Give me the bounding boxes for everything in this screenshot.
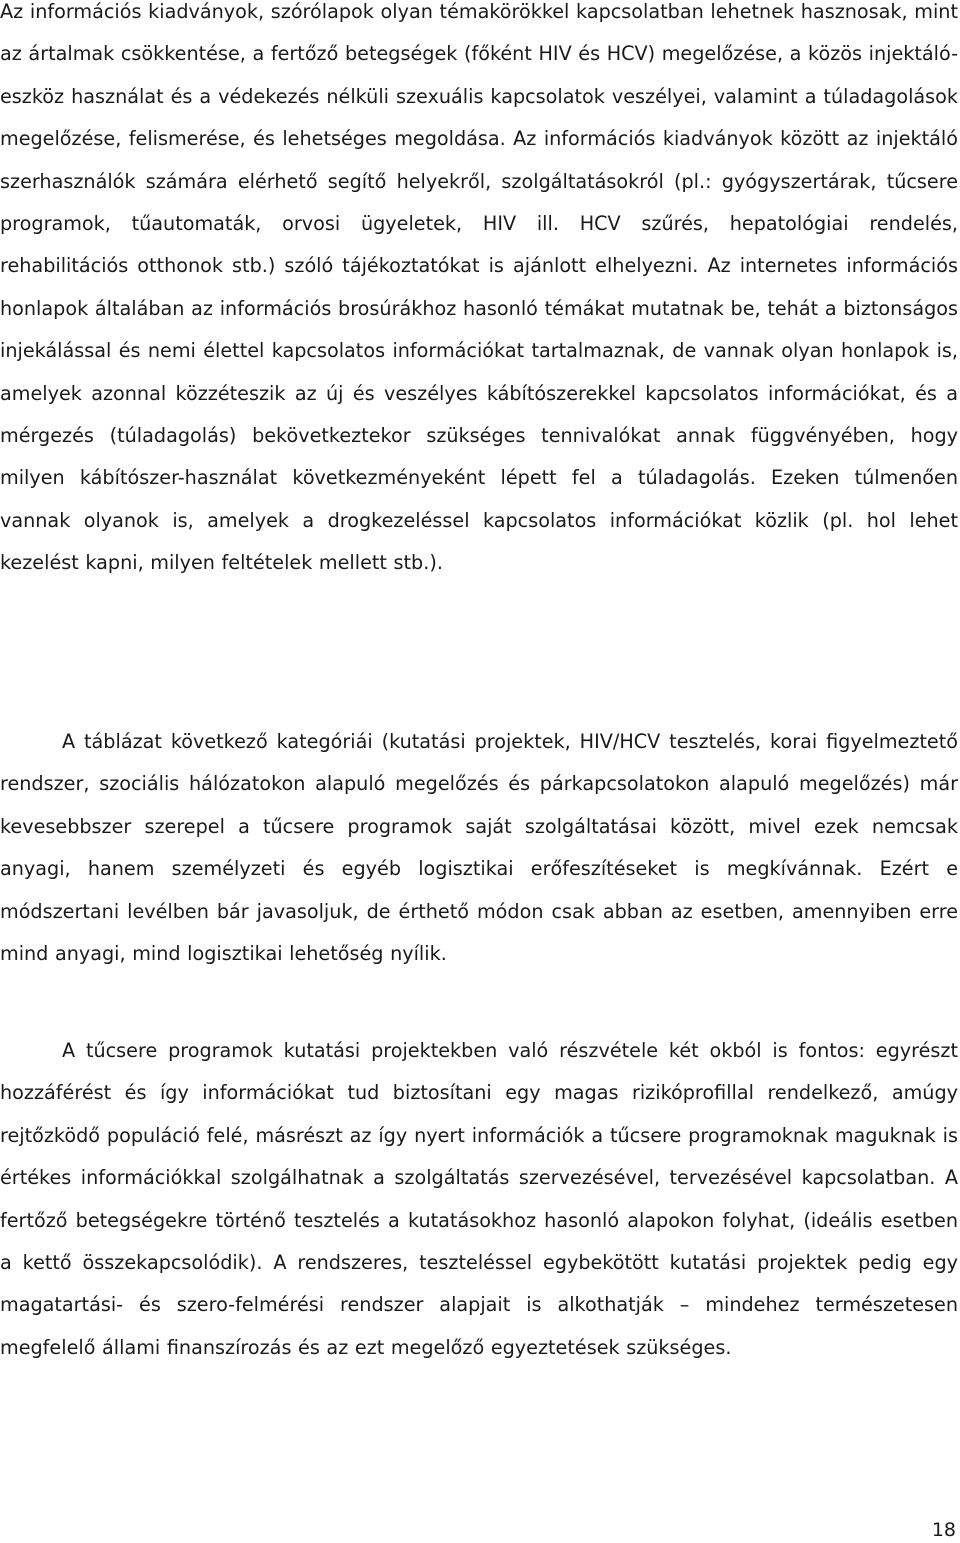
paragraph-table-categories: A táblázat következő kategóriái (kutatási projektek, HIV/HCV tesztelés, korai figyelmeztető rendszer, szociális hálózatokon alapuló megelőzés és párkapcsolatokon alapuló megelőzés) már kevesebbszer szerepel a tűcsere programok saját szolgáltatásai között, mivel ezek nemcsak anyagi, hanem személyzeti és egyéb logisztikai erőfeszítéseket is megkívánnak. Ezért e módszertani levélben bár javasoljuk, de érthető módon csak abban az esetben, amennyiben erre mind anyagi, mind logisztikai lehetőség nyílik. [0,730,958,966]
paragraph-research-projects: A tűcsere programok kutatási projektekben való részvétele két okból is fontos: egyrészt hozzáférést és így információkat tud biztosítani egy magas rizikóprofillal rendelkező, amúgy rejtőzködő populáció felé, másrészt az így nyert információk a tűcsere programoknak maguknak is értékes információkkal szolgálhatnak a szolgáltatás szervezésével, tervezésével kapcsolatban. A fertőző betegségekre történő tesztelés a kutatásokhoz hasonló alapokon folyhat, (ideális esetben a kettő összekapcsolódik). A rendszeres, teszteléssel egybekötött kutatási projektek pedig egy magatartási- és szero-felmérési rendszer alapjait is alkothatják – mindehez természetesen megfelelő állami finanszírozás és az ezt megelőző egyeztetések szükséges. [0,1039,958,1359]
page-number: 18 [931,1519,956,1541]
paragraph-info-publications: Az információs kiadványok, szórólapok olyan témakörökkel kapcsolatban lehetnek hasznosak, mint az ártalmak csökkentése, a fertőző betegségek (főként HIV és HCV) megelőzése, a közös injektáló-eszköz használat és a védekezés nélküli szexuális kapcsolatok veszélyei, valamint a túladagolások megelőzése, felismerése, és lehetséges megoldása. Az információs kiadványok között az injektáló szerhasználók számára elérhető segítő helyekről, szolgáltatásokról (pl.: gyógyszertárak, tűcsere programok, tűautomaták, orvosi ügyeletek, HIV ill. HCV szűrés, hepatológiai rendelés, rehabilitációs otthonok stb.) szóló tájékoztatókat is ajánlott elhelyezni. Az internetes információs honlapok általában az információs brosúrákhoz hasonló témákat mutatnak be, tehát a biztonságos injekálással és nemi élettel kapcsolatos információkat tartalmaznak, de vannak olyan honlapok is, amelyek azonnal közzéteszik az új és veszélyes kábítószerekkel kapcsolatos információkat, és a mérgezés (túladagolás) bekövetkeztekor szükséges tennivalókat annak függvényében, hogy milyen kábítószer-használat következményeként lépett fel a túladagolás. Ezeken túlmenően vannak olyanok is, amelyek a drogkezeléssel kapcsolatos információkat közlik (pl. hol lehet kezelést kapni, milyen feltételek mellett stb.). [0,0,958,575]
